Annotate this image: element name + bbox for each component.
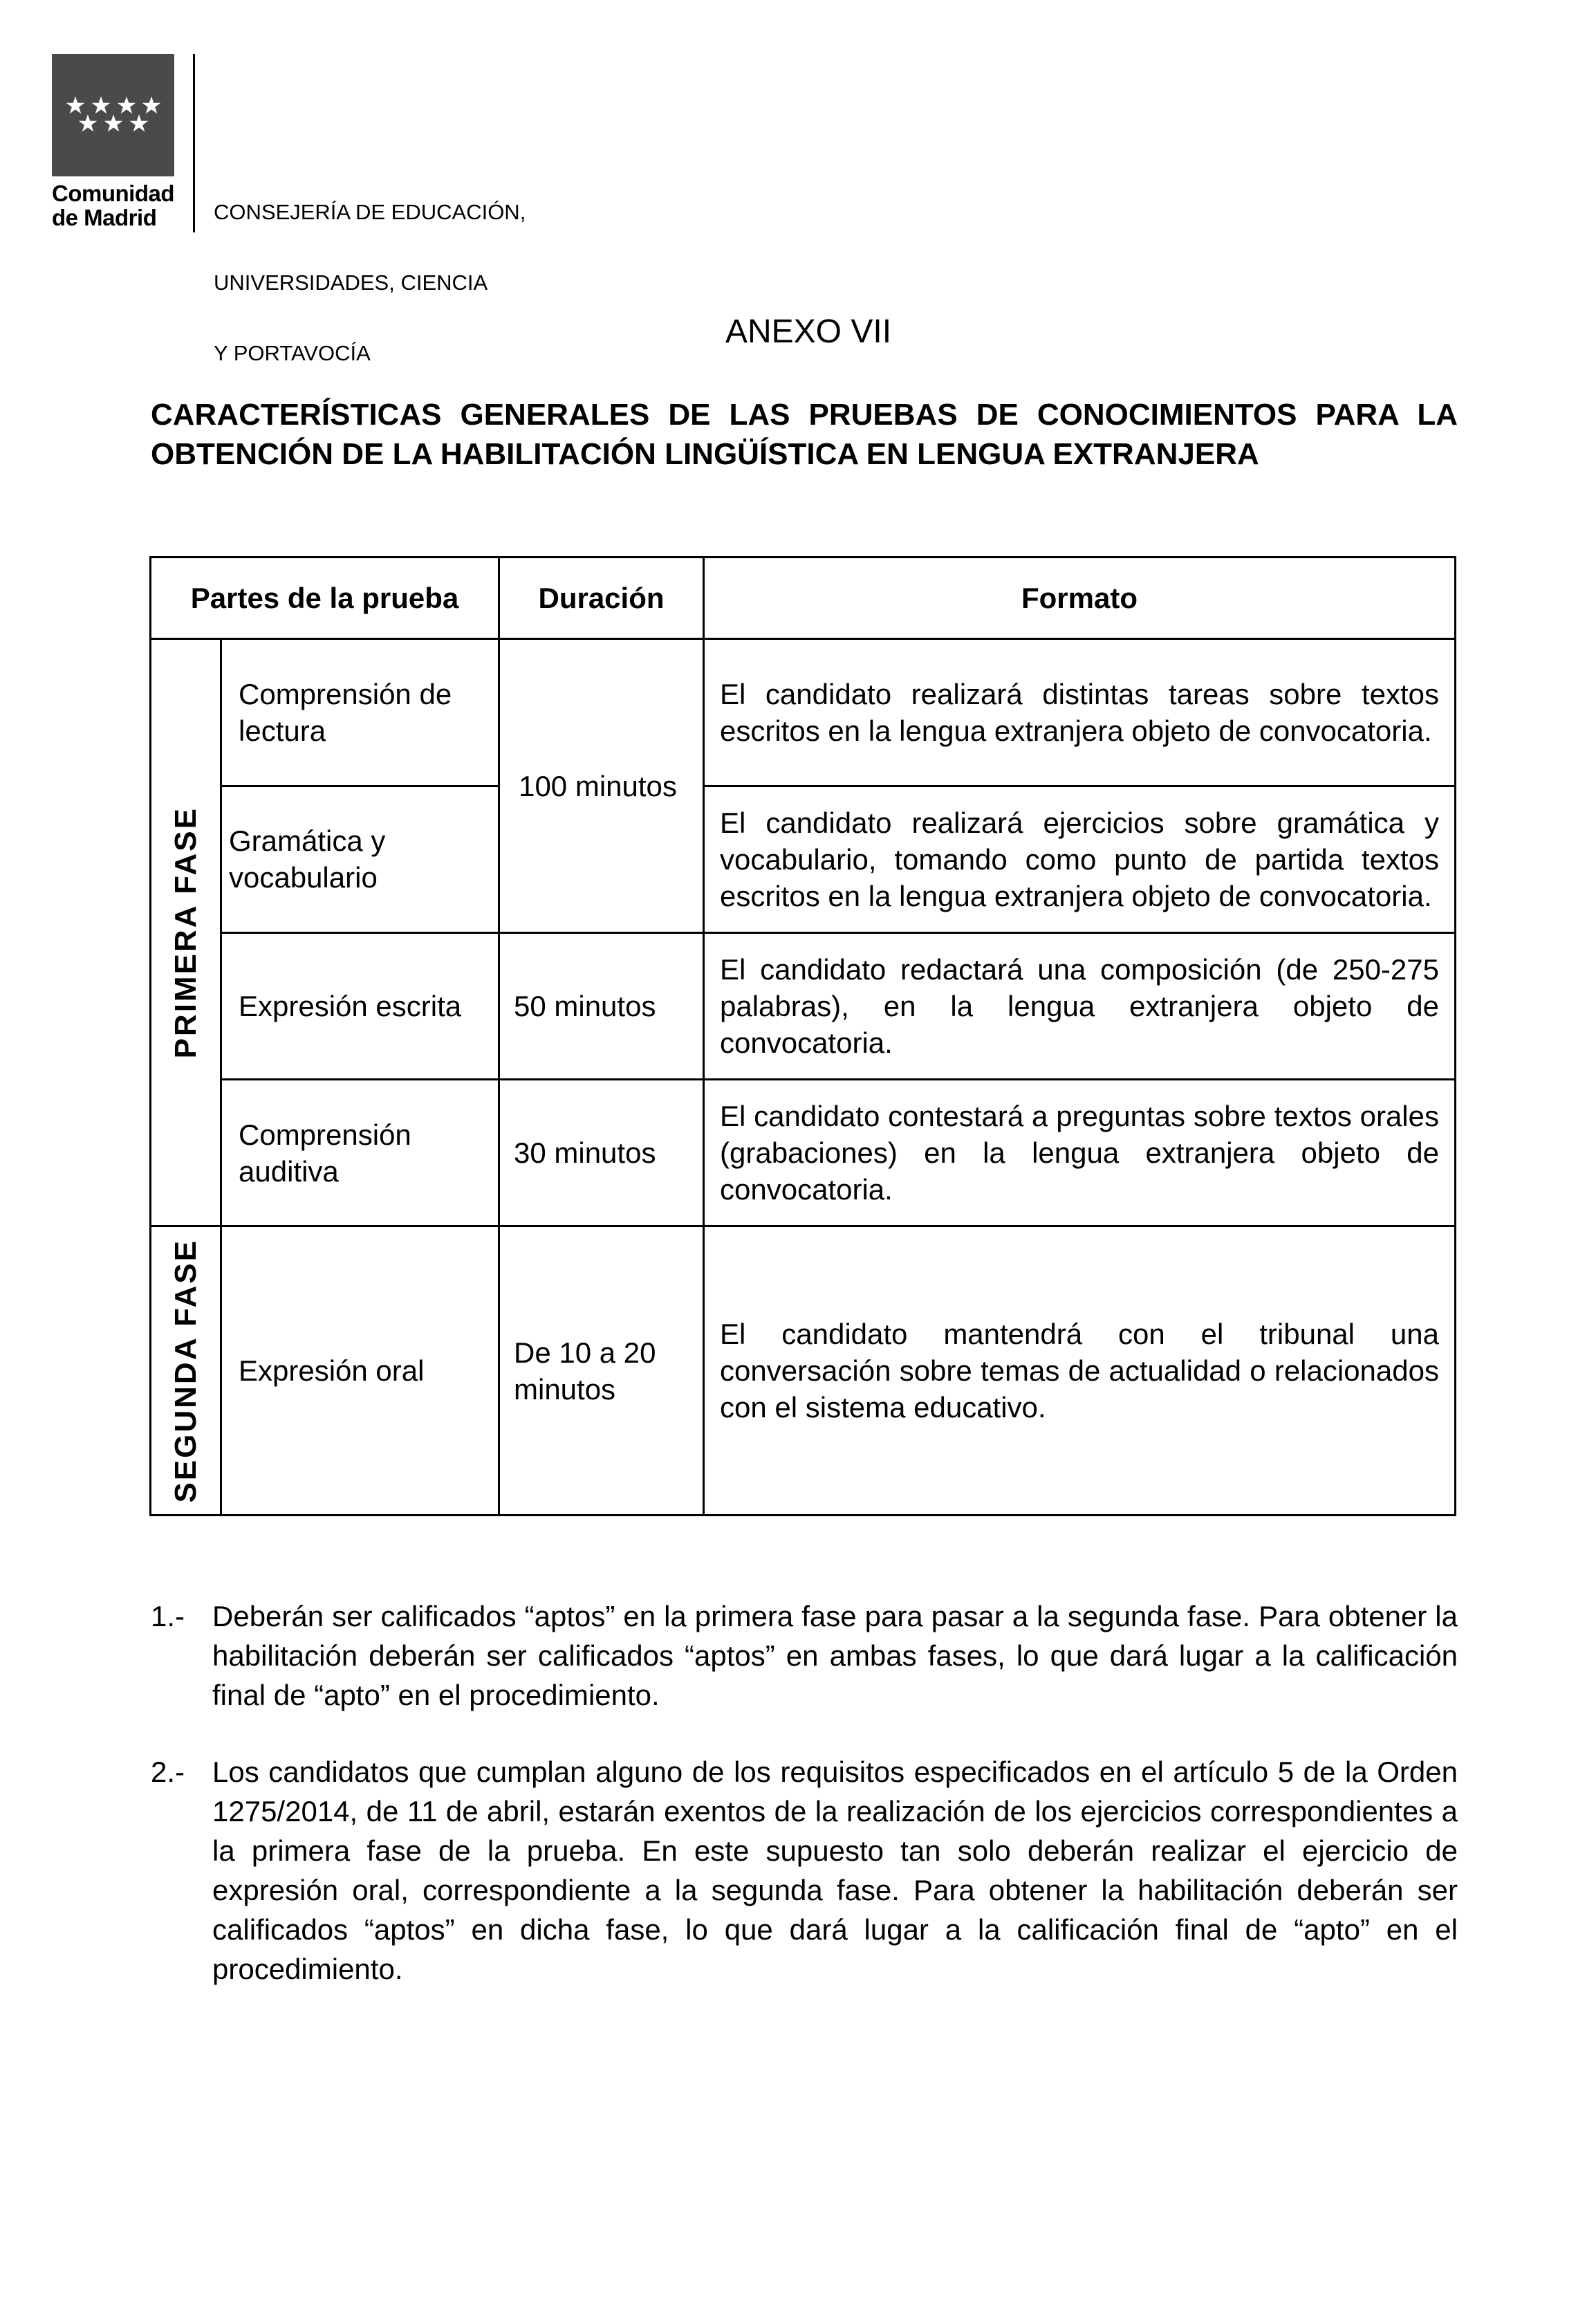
exam-parts-table — [149, 556, 1456, 1516]
table-row — [151, 932, 1456, 1079]
document-title: CARACTERÍSTICAS GENERALES DE LAS PRUEBAS DE CONOCIMIENTOS PARA LA OBTENCIÓN DE LA HABILITACIÓN LINGÜÍSTICA EN LENGUA EXTRANJERA — [151, 398, 1458, 471]
annex-heading: ANEXO VII — [725, 313, 892, 350]
department-line-1: CONSEJERÍA DE EDUCACIÓN, — [214, 200, 526, 224]
star-icon — [129, 113, 149, 134]
phase-second-cell — [151, 1226, 221, 1516]
format-cell: El candidato realizará ejercicios sobre gramática y vocabulario, tomando como punto de partida textos escritos en la lengua extranjera objeto de convocatoria. — [704, 786, 1456, 932]
logo-emblem — [52, 54, 174, 176]
header-parts: Partes de la prueba — [151, 558, 499, 639]
star-icon — [103, 113, 124, 134]
logo-wordmark — [52, 181, 176, 230]
logo-line-1: Comunidad — [52, 181, 174, 206]
format-cell: El candidato mantendrá con el tribunal una conversación sobre temas de actualidad o relacionados con el sistema educativo. — [704, 1226, 1456, 1516]
part-cell: Comprensión auditiva — [221, 1080, 499, 1226]
department-line-2: UNIVERSIDADES, CIENCIA — [214, 270, 488, 295]
duration-cell: De 10 a 20 minutos — [499, 1226, 704, 1516]
duration-cell: 30 minutos — [499, 1080, 704, 1226]
part-cell: Gramática y vocabulario — [221, 786, 499, 932]
duration-cell: 50 minutos — [499, 932, 704, 1079]
header-divider — [193, 54, 195, 232]
phase-first-cell — [151, 639, 221, 1226]
table-header-row — [151, 558, 1456, 639]
note-number: 1.- — [151, 1600, 185, 1632]
note-text: Deberán ser calificados “aptos” en la primera fase para pasar a la segunda fase. Para obtener la habilitación deberán ser calificados “aptos” en ambas fases, lo que dará lugar a la calificación final de “apto” en el procedimiento. — [212, 1600, 1458, 1711]
phase-first-label: PRIMERA FASE — [169, 807, 203, 1059]
note-text: Los candidatos que cumplan alguno de los requisitos especificados en el artículo 5 de la Orden 1275/2014, de 11 de abril, estarán exentos de la realización de los ejercicios correspondientes a la primera fase de la prueba. En este supuesto tan solo deberán realizar el ejercicio de expresión oral, correspondiente a la segunda fase. Para obtener la habilitación deberán ser calificados “aptos” en dicha fase, lo que dará lugar a la calificación final de “apto” en el procedimiento. — [212, 1756, 1458, 1985]
header-format: Formato — [704, 558, 1456, 639]
duration-cell: 100 minutos — [499, 639, 704, 933]
department-line-3: Y PORTAVOCÍA — [214, 341, 371, 365]
format-cell: El candidato redactará una composición (de 250-275 palabras), en la lengua extranjera objeto de convocatoria. — [704, 932, 1456, 1079]
part-cell: Comprensión de lectura — [221, 639, 499, 786]
note-number: 2.- — [151, 1756, 185, 1788]
table-row — [151, 1080, 1456, 1226]
format-cell: El candidato contestará a preguntas sobre textos orales (grabaciones) en la lengua extranjera objeto de convocatoria. — [704, 1080, 1456, 1226]
note-item — [151, 1752, 1458, 1989]
star-icon — [77, 113, 98, 134]
logo-line-2: de Madrid — [52, 205, 157, 230]
table-row — [151, 786, 1456, 932]
format-cell: El candidato realizará distintas tareas sobre textos escritos en la lengua extranjera objeto de convocatoria. — [704, 639, 1456, 786]
department-name — [214, 154, 526, 389]
phase-second-label: SEGUNDA FASE — [169, 1238, 203, 1503]
part-cell: Expresión escrita — [221, 932, 499, 1079]
header-duration: Duración — [499, 558, 704, 639]
table-row — [151, 639, 1456, 786]
part-cell: Expresión oral — [221, 1226, 499, 1516]
note-item — [151, 1596, 1458, 1715]
table-row — [151, 1226, 1456, 1516]
